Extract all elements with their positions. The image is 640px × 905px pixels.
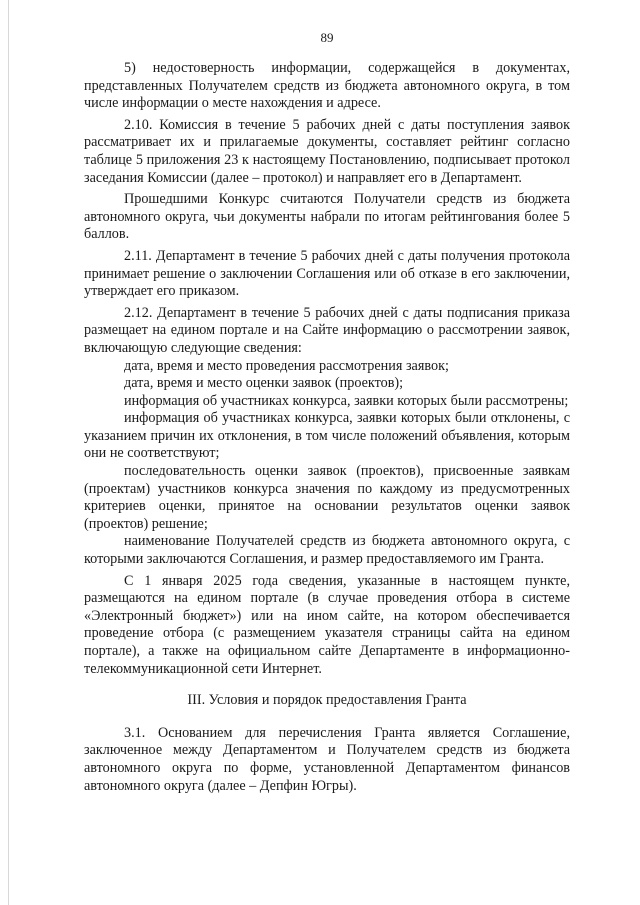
page-number: 89: [320, 30, 334, 45]
scan-edge: [8, 0, 9, 905]
paragraph-2-12: 2.12. Департамент в течение 5 рабочих дней с даты подписания приказа размещает на едином портале и на Сайте информацию о рассмотрении заявок, включающую следующие сведения:: [84, 304, 570, 356]
paragraph-item-5: 5) недостоверность информации, содержащейся в документах, представленных Получателем средств из бюджета автономного округа, в том числе информации о месте нахождения и адресе.: [84, 60, 570, 112]
list-item-evaluation-sequence: последовательность оценки заявок (проектов), присвоенные заявкам (проектам) участников конкурса значения по каждому из предусмотренных критериев оценки, принятое на основании результатов оценки заявок (проектов) решение;: [84, 463, 570, 532]
paragraph-2025-publication: С 1 января 2025 года сведения, указанные в настоящем пункте, размещаются на едином портале (в случае проведения отбора в системе «Электронный бюджет») или на ином сайте, на котором обеспечивается проведение отбора (с размещением указателя страницы сайта на едином портале), а также на официальном сайте Департаменте в информационно-телекоммуникационной сети Интернет.: [84, 572, 570, 677]
list-item-recipients: наименование Получателей средств из бюджета автономного округа, с которыми заключаются Соглашения, и размер предоставляемого им Гранта.: [84, 533, 570, 568]
list-item-evaluation-date: дата, время и место оценки заявок (проектов);: [124, 375, 404, 392]
paragraph-3-1: 3.1. Основанием для перечисления Гранта является Соглашение, заключенное между Департаментом и Получателем средств из бюджета автономного округа по форме, установленной Департаментом финансов автономного округа (далее – Депфин Югры).: [84, 724, 570, 794]
section-heading: III. Условия и порядок предоставления Гранта: [187, 692, 467, 709]
paragraph-contest-passed: Прошедшими Конкурс считаются Получатели средств из бюджета автономного округа, чьи документы набрали по итогам рейтингования более 5 баллов.: [84, 191, 570, 243]
list-item-review-date: дата, время и место проведения рассмотрения заявок;: [124, 357, 449, 374]
list-item-reviewed-participants: информация об участниках конкурса, заявки которых были рассмотрены;: [124, 392, 569, 409]
paragraph-2-11: 2.11. Департамент в течение 5 рабочих дней с даты получения протокола принимает решение о заключении Соглашения или об отказе в его заключении, утверждает его приказом.: [84, 247, 570, 300]
list-item-rejected-participants: информация об участниках конкурса, заявки которых были отклонены, с указанием причин их отклонения, в том числе положений объявления, которым они не соответствуют;: [84, 410, 570, 462]
paragraph-2-10: 2.10. Комиссия в течение 5 рабочих дней с даты поступления заявок рассматривает их и прилагаемые документы, составляет рейтинг согласно таблице 5 приложения 23 к настоящему Постановлению, подписывает протокол заседания Комиссии (далее – протокол) и направляет его в Департамент.: [84, 116, 570, 186]
